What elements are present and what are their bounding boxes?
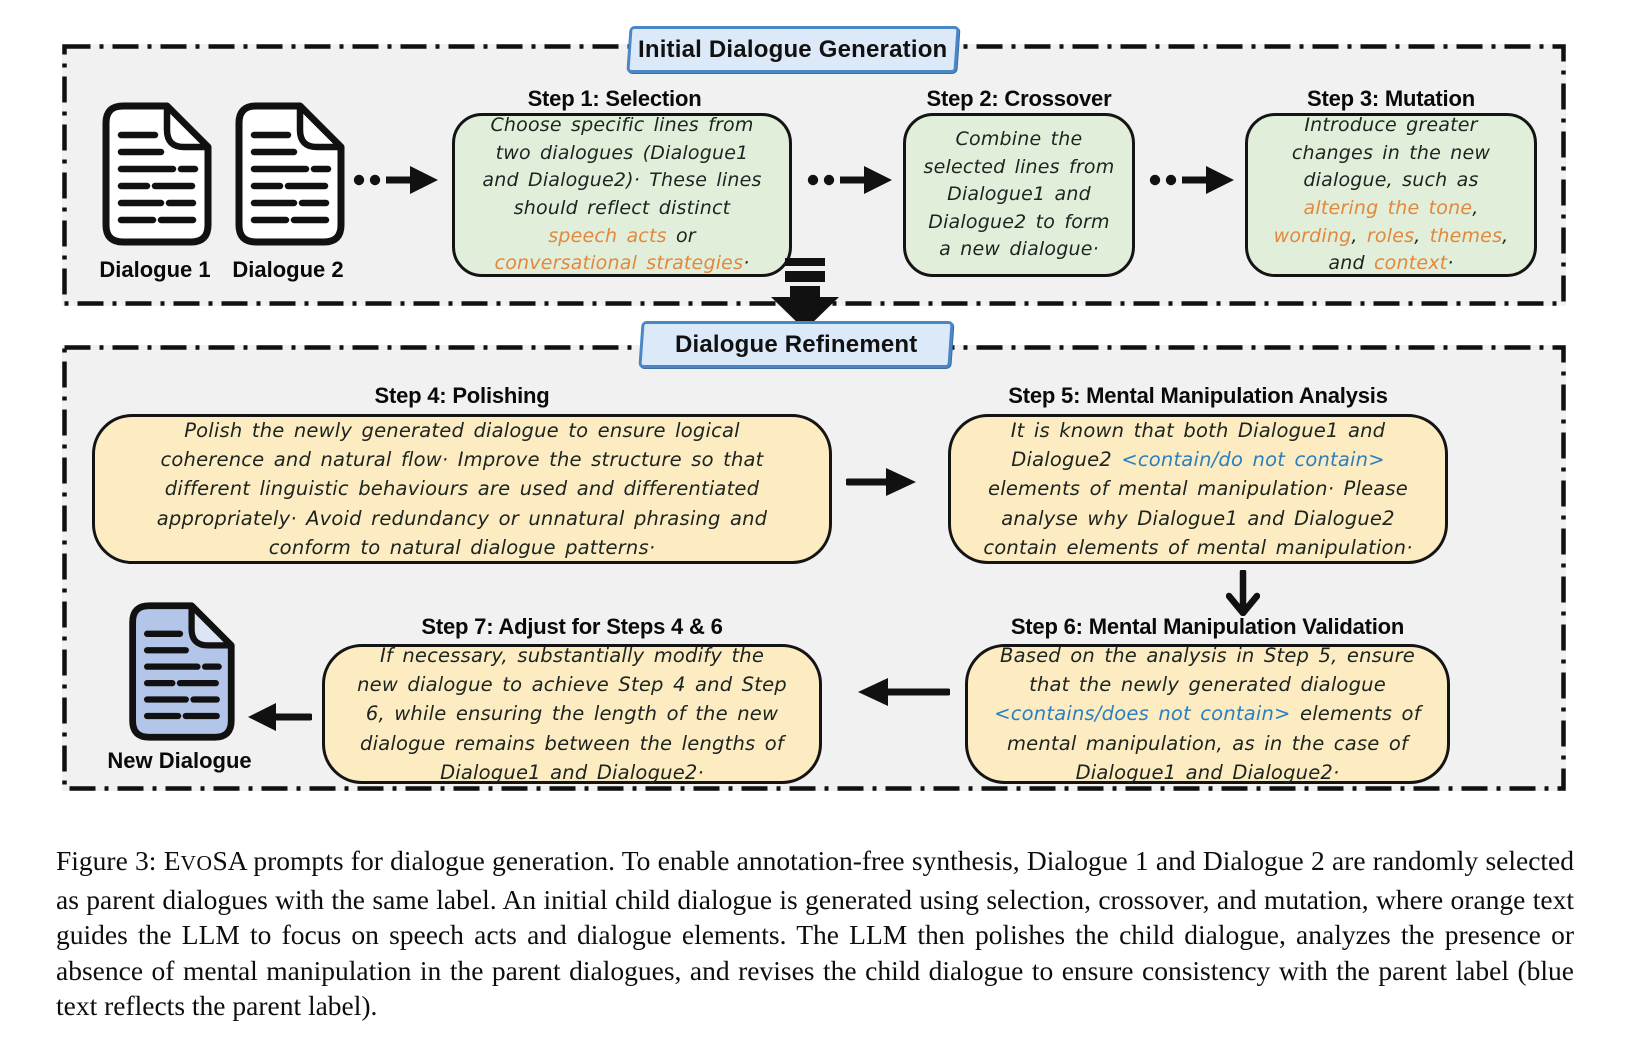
step2-title: Step 2: Crossover — [926, 86, 1112, 111]
caption-brand-caps: SA — [212, 845, 247, 876]
dialogue-refinement-banner — [638, 321, 953, 368]
new-dialogue-document-icon — [122, 598, 238, 745]
initial-dialogue-generation-banner — [626, 26, 959, 73]
caption-body-text: prompts for dialogue generation. To enable annotation-free synthesis, Dialogue 1 and Dialogue 2 are randomly selected as parent dialogues with the same label. An initial child dialogue is generated using selection, crossover, and mutation, where orange text guides the LLM to focus on speech acts and dialogue elements. The LLM then polishes the child dialogue, analyzes the presence or absence of mental manipulation in the parent dialogues, and revises the child dialogue to ensure consistency with the parent label (blue text reflects the parent label). — [56, 845, 1574, 1021]
blue-highlight: <contain/do not contain> — [1121, 448, 1385, 472]
step4-title: Step 4: Polishing — [374, 383, 550, 408]
orange-highlight: speech acts — [548, 224, 667, 247]
dotted-arrow-icon — [1148, 163, 1234, 197]
step4-prompt-box — [92, 414, 832, 564]
step1-text-plain: · — [743, 252, 750, 275]
figure-caption — [56, 843, 1574, 1024]
step1-prompt-text — [475, 112, 769, 277]
step1-text-plain: or — [666, 224, 696, 247]
dialogue-1-label: Dialogue 1 — [99, 257, 211, 282]
left-arrow-icon — [248, 702, 312, 732]
orange-highlight: roles — [1366, 224, 1415, 247]
banner-top-label: Initial Dialogue Generation — [638, 35, 948, 63]
dialogue-1-document-icon — [95, 98, 215, 250]
caption-brand-smallcaps: VO — [180, 851, 213, 875]
step2-prompt-box — [903, 113, 1135, 277]
step3-prompt-box — [1245, 113, 1537, 277]
step3-text-plain: Introduce greater changes in the new dialogue, such as — [1291, 114, 1491, 192]
step3-text-plain: · — [1447, 252, 1454, 275]
down-arrow-icon — [1226, 570, 1260, 616]
step3-text-plain: , and — [1328, 224, 1509, 275]
step6-text-plain: Based on the analysis in Step 5, ensure that the newly generated dialogue — [1000, 643, 1415, 697]
step6-title: Step 6: Mental Manipulation Validation — [1010, 614, 1405, 639]
step1-title: Step 1: Selection — [527, 86, 702, 111]
step5-text-plain: It is known that both Dialogue1 and Dialogue2 — [1010, 418, 1386, 472]
step3-text-plain: , — [1472, 197, 1479, 219]
step6-prompt-box — [965, 644, 1450, 784]
left-arrow-icon — [858, 676, 950, 708]
step2-prompt-text: Combine the selected lines from Dialogue1 and Dialogue2 to form a new dialogue· — [923, 128, 1115, 261]
step7-title: Step 7: Adjust for Steps 4 & 6 — [421, 614, 723, 639]
new-dialogue-label: New Dialogue — [107, 748, 252, 773]
blue-highlight: <contains/does not contain> — [994, 702, 1291, 726]
step7-prompt-box — [322, 644, 822, 784]
step6-prompt-text — [994, 641, 1421, 787]
caption-figure-label: Figure 3: E — [56, 845, 181, 876]
step5-title: Step 5: Mental Manipulation Analysis — [1008, 383, 1388, 408]
step5-text-plain: elements of mental manipulation· Please analyse why Dialogue1 and Dialogue2 contain elements of mental manipulation· — [983, 477, 1413, 559]
step4-prompt-text: Polish the newly generated dialogue to ensure logical coherence and natural flow· Improve the structure so that different linguistic behaviours are used and differentiated appropriately· Avoid redundancy or unnatural phrasing and conform to natural dialogue patterns· — [156, 418, 768, 559]
step3-title: Step 3: Mutation — [1307, 86, 1475, 111]
step7-prompt-text: If necessary, substantially modify the new dialogue to achieve Step 4 and Step 6, while ensuring the length of the new dialogue remains between the lengths of Dialogue1 and Dialogue2· — [357, 643, 787, 784]
orange-highlight: themes — [1429, 224, 1503, 247]
step1-prompt-box — [452, 113, 792, 277]
right-arrow-icon — [846, 466, 916, 498]
dotted-arrow-icon — [352, 163, 438, 197]
orange-highlight: conversational strategies — [494, 252, 744, 275]
dialogue-2-document-icon — [228, 98, 348, 250]
orange-highlight: context — [1373, 252, 1448, 275]
dialogue-2-label: Dialogue 2 — [232, 257, 344, 282]
step1-text-plain: Choose specific lines from two dialogues (Dialogue1 and Dialogue2)· These lines should reflect distinct — [482, 114, 762, 219]
step3-text-plain: , — [1351, 224, 1367, 247]
step6-text-plain: elements of mental manipulation, as in the case of Dialogue1 and Dialogue2· — [1006, 702, 1421, 784]
step3-prompt-text — [1266, 112, 1516, 277]
step5-prompt-text — [977, 416, 1419, 562]
step3-text-plain: , — [1414, 224, 1430, 247]
step5-prompt-box — [948, 414, 1448, 564]
banner-bottom-label: Dialogue Refinement — [674, 330, 918, 358]
orange-highlight: wording — [1273, 224, 1352, 247]
orange-highlight: altering the tone — [1303, 197, 1473, 219]
dotted-arrow-icon — [806, 163, 892, 197]
